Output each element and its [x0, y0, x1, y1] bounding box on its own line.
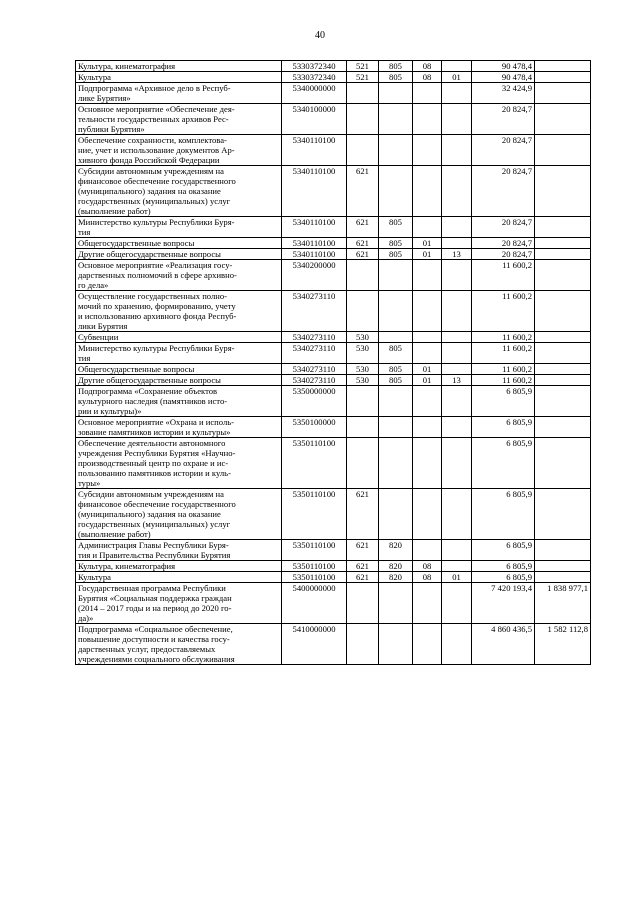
cell-amount: 11 600,2 [472, 291, 535, 332]
cell-expense-type [347, 83, 379, 104]
cell-name: Общегосударственные вопросы [76, 364, 282, 375]
page-number: 40 [315, 30, 325, 41]
table-row [76, 166, 591, 217]
budget-table [75, 60, 591, 665]
cell-subsection [442, 166, 472, 217]
cell-subsection [442, 561, 472, 572]
cell-amount: 6 805,9 [472, 540, 535, 561]
cell-target-code: 5350110100 [282, 540, 347, 561]
cell-section [413, 343, 442, 364]
cell-administrator [379, 583, 413, 624]
cell-target-code: 5350110100 [282, 572, 347, 583]
cell-subsection [442, 291, 472, 332]
cell-section [413, 291, 442, 332]
cell-name: Другие общегосударственные вопросы [76, 375, 282, 386]
cell-target-code: 5340200000 [282, 260, 347, 291]
table-row [76, 375, 591, 386]
cell-target-code: 5340110100 [282, 217, 347, 238]
cell-name: Подпрограмма «Архивное дело в Респуб- лике Бурятия» [76, 83, 282, 104]
cell-amount: 20 824,7 [472, 249, 535, 260]
cell-administrator: 805 [379, 249, 413, 260]
cell-expense-type: 621 [347, 540, 379, 561]
cell-subsection [442, 332, 472, 343]
cell-subsection [442, 489, 472, 540]
cell-target-code: 5330372340 [282, 72, 347, 83]
table-row [76, 260, 591, 291]
cell-subsection [442, 583, 472, 624]
cell-target-code: 5400000000 [282, 583, 347, 624]
cell-administrator: 805 [379, 217, 413, 238]
cell-name: Подпрограмма «Социальное обеспечение, повышение доступности и качества госу- дарственных услуг, предоставляемых учреждениями социального обслуживания [76, 624, 282, 665]
cell-amount-federal [535, 83, 591, 104]
cell-amount-federal [535, 561, 591, 572]
table-row [76, 249, 591, 260]
table-row [76, 561, 591, 572]
cell-name: Основное мероприятие «Охрана и исполь- зование памятников истории и культуры» [76, 417, 282, 438]
cell-amount-federal [535, 291, 591, 332]
cell-amount: 32 424,9 [472, 83, 535, 104]
cell-amount: 11 600,2 [472, 332, 535, 343]
cell-amount: 20 824,7 [472, 238, 535, 249]
cell-section [413, 166, 442, 217]
table-row [76, 583, 591, 624]
cell-administrator [379, 624, 413, 665]
cell-section [413, 624, 442, 665]
cell-target-code: 5340273110 [282, 375, 347, 386]
cell-section: 08 [413, 61, 442, 72]
cell-administrator [379, 438, 413, 489]
cell-amount-federal [535, 217, 591, 238]
cell-section [413, 540, 442, 561]
cell-amount-federal [535, 386, 591, 417]
cell-subsection: 01 [442, 572, 472, 583]
cell-amount-federal [535, 135, 591, 166]
cell-name: Обеспечение деятельности автономного учреждения Республики Бурятия «Научно- производственный центр по охране и ис- пользованию памятников истории и куль- туры» [76, 438, 282, 489]
cell-name: Администрация Главы Республики Буря- тия и Правительства Республики Бурятия [76, 540, 282, 561]
cell-subsection [442, 364, 472, 375]
cell-administrator [379, 260, 413, 291]
cell-section: 08 [413, 72, 442, 83]
cell-section [413, 417, 442, 438]
cell-target-code: 5340000000 [282, 83, 347, 104]
cell-amount: 11 600,2 [472, 364, 535, 375]
cell-subsection [442, 260, 472, 291]
cell-administrator: 805 [379, 375, 413, 386]
table-row [76, 489, 591, 540]
cell-amount: 6 805,9 [472, 417, 535, 438]
cell-target-code: 5340100000 [282, 104, 347, 135]
cell-target-code: 5350110100 [282, 489, 347, 540]
cell-administrator [379, 489, 413, 540]
cell-amount-federal [535, 332, 591, 343]
cell-administrator: 820 [379, 572, 413, 583]
cell-expense-type [347, 135, 379, 166]
cell-name: Субвенции [76, 332, 282, 343]
cell-amount-federal [535, 375, 591, 386]
cell-expense-type: 530 [347, 375, 379, 386]
table-row [76, 291, 591, 332]
cell-amount: 11 600,2 [472, 343, 535, 364]
cell-name: Культура, кинематография [76, 561, 282, 572]
cell-section [413, 260, 442, 291]
cell-amount-federal [535, 72, 591, 83]
table-row [76, 438, 591, 489]
cell-subsection [442, 238, 472, 249]
cell-section [413, 217, 442, 238]
cell-expense-type: 621 [347, 249, 379, 260]
cell-name: Субсидии автономным учреждениям на финансовое обеспечение государственного (муниципального) задания на оказание государственных (муниципальных) услуг (выполнение работ) [76, 489, 282, 540]
cell-amount: 20 824,7 [472, 217, 535, 238]
cell-section: 01 [413, 375, 442, 386]
cell-administrator: 820 [379, 561, 413, 572]
cell-name: Осуществление государственных полно- мочий по хранению, формированию, учету и использованию архивного фонда Респуб- лики Бурятия [76, 291, 282, 332]
cell-amount: 90 478,4 [472, 61, 535, 72]
cell-subsection [442, 386, 472, 417]
cell-expense-type [347, 260, 379, 291]
table-body [76, 61, 591, 665]
cell-administrator: 805 [379, 364, 413, 375]
cell-target-code: 5340110100 [282, 238, 347, 249]
cell-amount-federal [535, 166, 591, 217]
cell-name: Другие общегосударственные вопросы [76, 249, 282, 260]
cell-amount: 6 805,9 [472, 386, 535, 417]
cell-subsection [442, 61, 472, 72]
cell-amount: 90 478,4 [472, 72, 535, 83]
cell-name: Министерство культуры Республики Буря- тия [76, 217, 282, 238]
cell-target-code: 5350110100 [282, 561, 347, 572]
cell-section: 01 [413, 249, 442, 260]
cell-target-code: 5340273110 [282, 343, 347, 364]
cell-name: Общегосударственные вопросы [76, 238, 282, 249]
cell-name: Культура, кинематография [76, 61, 282, 72]
table-row [76, 83, 591, 104]
cell-subsection [442, 624, 472, 665]
table-row [76, 540, 591, 561]
cell-amount-federal [535, 343, 591, 364]
cell-name: Основное мероприятие «Реализация госу- дарственных полномочий в сфере архивно- го дела» [76, 260, 282, 291]
cell-name: Обеспечение сохранности, комплектова- ние, учет и использование документов Ар- хивного фонда Российской Федерации [76, 135, 282, 166]
cell-target-code: 5410000000 [282, 624, 347, 665]
cell-expense-type [347, 104, 379, 135]
table-row [76, 104, 591, 135]
cell-amount: 20 824,7 [472, 104, 535, 135]
cell-amount-federal: 1 582 112,8 [535, 624, 591, 665]
cell-amount-federal [535, 238, 591, 249]
table-row [76, 624, 591, 665]
table-row [76, 61, 591, 72]
cell-section [413, 104, 442, 135]
cell-target-code: 5330372340 [282, 61, 347, 72]
cell-amount-federal [535, 417, 591, 438]
cell-name: Субсидии автономным учреждениям на финансовое обеспечение государственного (муниципального) задания на оказание государственных (муниципальных) услуг (выполнение работ) [76, 166, 282, 217]
table-row [76, 343, 591, 364]
cell-expense-type [347, 291, 379, 332]
cell-administrator [379, 104, 413, 135]
cell-subsection [442, 343, 472, 364]
cell-amount-federal [535, 260, 591, 291]
cell-expense-type: 621 [347, 489, 379, 540]
cell-amount: 4 860 436,5 [472, 624, 535, 665]
cell-section: 01 [413, 238, 442, 249]
cell-amount: 6 805,9 [472, 438, 535, 489]
cell-amount-federal [535, 489, 591, 540]
cell-amount-federal [535, 61, 591, 72]
cell-administrator: 805 [379, 61, 413, 72]
cell-section [413, 489, 442, 540]
cell-administrator [379, 166, 413, 217]
table-row [76, 238, 591, 249]
cell-administrator [379, 291, 413, 332]
cell-section [413, 386, 442, 417]
cell-name: Государственная программа Республики Бурятия «Социальная поддержка граждан (2014 – 2017 годы и на период до 2020 го- да)» [76, 583, 282, 624]
cell-administrator [379, 332, 413, 343]
cell-subsection: 13 [442, 375, 472, 386]
cell-expense-type: 621 [347, 217, 379, 238]
cell-administrator: 805 [379, 72, 413, 83]
cell-target-code: 5340110100 [282, 249, 347, 260]
cell-section: 01 [413, 364, 442, 375]
cell-amount-federal: 1 838 977,1 [535, 583, 591, 624]
cell-expense-type: 621 [347, 166, 379, 217]
table-row [76, 572, 591, 583]
cell-name: Культура [76, 572, 282, 583]
cell-subsection [442, 135, 472, 166]
cell-expense-type [347, 583, 379, 624]
cell-expense-type: 530 [347, 364, 379, 375]
cell-amount-federal [535, 364, 591, 375]
cell-name: Основное мероприятие «Обеспечение дея- тельности государственных архивов Рес- публики Бурятия» [76, 104, 282, 135]
cell-amount: 6 805,9 [472, 561, 535, 572]
cell-subsection [442, 438, 472, 489]
cell-administrator [379, 83, 413, 104]
table-row [76, 217, 591, 238]
cell-expense-type: 521 [347, 61, 379, 72]
cell-expense-type: 530 [347, 332, 379, 343]
cell-amount: 6 805,9 [472, 572, 535, 583]
cell-section [413, 83, 442, 104]
cell-target-code: 5350110100 [282, 438, 347, 489]
cell-administrator: 805 [379, 238, 413, 249]
cell-amount-federal [535, 104, 591, 135]
cell-amount: 11 600,2 [472, 375, 535, 386]
cell-expense-type: 530 [347, 343, 379, 364]
cell-expense-type: 621 [347, 561, 379, 572]
cell-expense-type [347, 417, 379, 438]
cell-name: Министерство культуры Республики Буря- тия [76, 343, 282, 364]
cell-administrator [379, 386, 413, 417]
cell-section [413, 135, 442, 166]
cell-target-code: 5350100000 [282, 417, 347, 438]
cell-subsection [442, 417, 472, 438]
cell-amount-federal [535, 438, 591, 489]
cell-target-code: 5340273110 [282, 291, 347, 332]
cell-section [413, 438, 442, 489]
cell-subsection: 13 [442, 249, 472, 260]
cell-amount-federal [535, 540, 591, 561]
cell-administrator: 805 [379, 343, 413, 364]
cell-subsection [442, 217, 472, 238]
table-row [76, 332, 591, 343]
cell-section [413, 332, 442, 343]
cell-subsection [442, 104, 472, 135]
table-row [76, 135, 591, 166]
cell-subsection [442, 83, 472, 104]
cell-administrator [379, 135, 413, 166]
cell-amount-federal [535, 249, 591, 260]
cell-name: Культура [76, 72, 282, 83]
cell-amount: 11 600,2 [472, 260, 535, 291]
cell-target-code: 5340273110 [282, 364, 347, 375]
cell-expense-type [347, 438, 379, 489]
cell-section: 08 [413, 561, 442, 572]
cell-target-code: 5340110100 [282, 135, 347, 166]
cell-expense-type: 521 [347, 72, 379, 83]
cell-target-code: 5350000000 [282, 386, 347, 417]
cell-expense-type: 621 [347, 238, 379, 249]
cell-subsection [442, 540, 472, 561]
cell-subsection: 01 [442, 72, 472, 83]
cell-administrator [379, 417, 413, 438]
table-row [76, 72, 591, 83]
cell-target-code: 5340110100 [282, 166, 347, 217]
cell-section: 08 [413, 572, 442, 583]
table-row [76, 386, 591, 417]
cell-expense-type: 621 [347, 572, 379, 583]
cell-section [413, 583, 442, 624]
cell-amount: 20 824,7 [472, 166, 535, 217]
cell-amount-federal [535, 572, 591, 583]
cell-name: Подпрограмма «Сохранение объектов культурного наследия (памятников исто- рии и культуры)» [76, 386, 282, 417]
cell-target-code: 5340273110 [282, 332, 347, 343]
cell-expense-type [347, 624, 379, 665]
cell-administrator: 820 [379, 540, 413, 561]
cell-amount: 20 824,7 [472, 135, 535, 166]
table-row [76, 364, 591, 375]
cell-amount: 6 805,9 [472, 489, 535, 540]
cell-expense-type [347, 386, 379, 417]
table-row [76, 417, 591, 438]
cell-amount: 7 420 193,4 [472, 583, 535, 624]
